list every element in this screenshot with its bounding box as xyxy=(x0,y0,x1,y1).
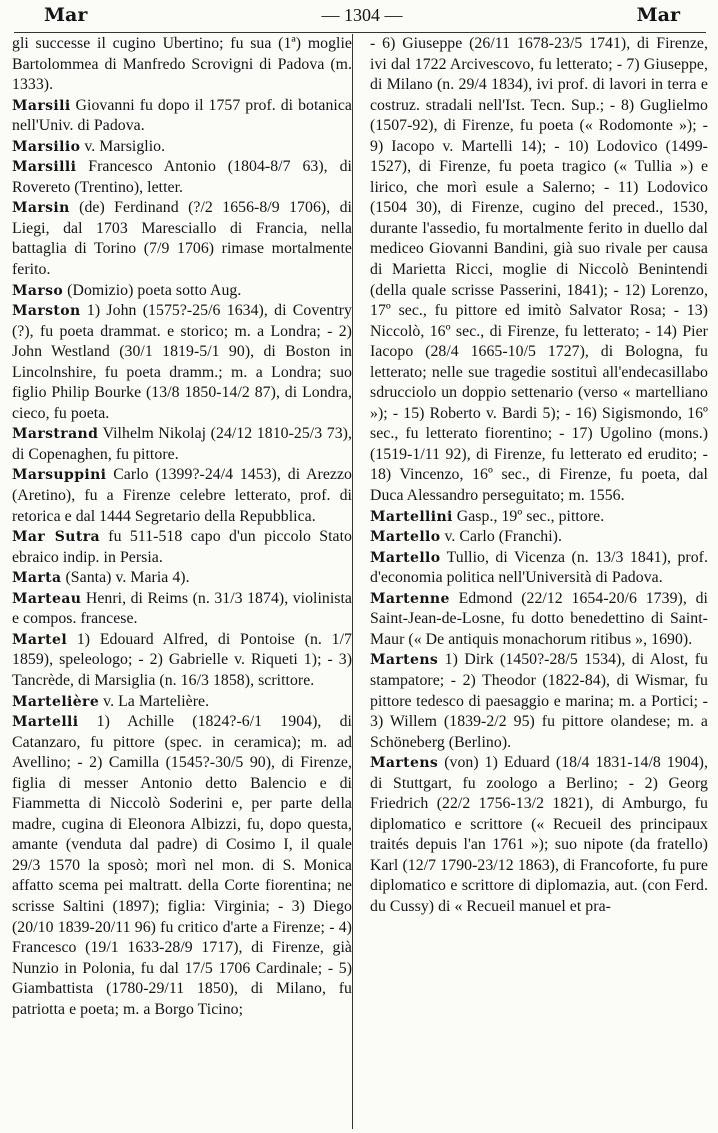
header-left-word: Mar xyxy=(44,4,88,26)
dictionary-entry xyxy=(12,465,352,527)
entry-text: v. Carlo (Franchi). xyxy=(440,528,562,546)
entry-headword: Marsili xyxy=(12,97,71,114)
dictionary-entry xyxy=(12,198,352,280)
header-rule xyxy=(14,32,706,33)
entry-text: Edmond (22/12 1654-20/6 1739), di Saint-Jean-de-Losne, fu dotto benedettino di Saint-Maur (« De antiquis monachorum ritibus », 1690). xyxy=(370,589,708,648)
entry-headword: Martenne xyxy=(370,590,450,607)
entry-text: Vilhelm Nikolaj (24/12 1810-25/3 73), di Copenaghen, fu pittore. xyxy=(12,425,352,463)
dictionary-entry xyxy=(12,137,352,158)
entry-headword: Martellini xyxy=(370,508,453,525)
entry-text: Francesco Antonio (1804-8/7 63), di Rovereto (Trentino), letter. xyxy=(12,158,352,196)
left-column xyxy=(12,34,360,1133)
entry-text: Gasp., 19º sec., pittore. xyxy=(452,507,605,525)
entry-headword: Marsilio xyxy=(12,138,81,155)
entry-text: Tullio, di Vicenza (n. 13/3 1841), prof. d'economia politica nell'Università di Padova. xyxy=(370,548,708,587)
dictionary-entry xyxy=(12,281,352,302)
dictionary-entry xyxy=(12,712,352,1020)
entry-headword: Marso xyxy=(12,282,64,299)
entry-headword: Marston xyxy=(12,303,81,320)
entry-headword: Marsuppini xyxy=(12,467,107,484)
entry-headword: Martello xyxy=(370,549,441,566)
entry-text: (von) 1) Eduard (18/4 1831-14/8 1904), di Stuttgart, fu zoologo a Berlino; - 2) Georg Friedrich (22/2 1756-13/2 1821), di Amburgo, fu diplomatico e scrittore (« Recueil des principaux traités depuis l'an 1761 »); suo nipote (da fratello) Karl (12/7 1790-23/12 1863), di Francoforte, fu pure diplomatico e scrittore di diplomazia, aut. (con Ferd. du Cussy) di « Recueil manuel et pra- xyxy=(370,754,708,915)
entry-text: 1) John (1575?-25/6 1634), di Coventry (?), fu poeta drammat. e storico; m. a Londra; - 2) John Westland (30/1 1819-5/1 90), di Boston in Lincolnshire, fu poeta dramm.; m. a Londra; suo figlio Philip Bourke (13/8 1850-14/2 87), di Londra, cieco, fu poeta. xyxy=(12,302,352,422)
header-right-word: Mar xyxy=(636,4,680,26)
entry-headword: Martens xyxy=(370,652,439,669)
entry-text: 1) Dirk (1450?-28/5 1534), di Alost, fu stampatore; - 2) Theodor (1822-84), di Wismar, fu pittore tedesco di paesaggio e marina; m. a Portici; - 3) Willem (1839-2/2 95) fu pittore olandese; m. a Schöneberg (Berlino). xyxy=(370,651,708,751)
dictionary-entry xyxy=(370,507,708,528)
entry-text: (Santa) v. Maria 4). xyxy=(61,569,190,587)
entry-text: v. Marsiglio. xyxy=(80,137,166,155)
dictionary-entry xyxy=(12,96,352,137)
entry-headword: Marstrand xyxy=(12,426,99,443)
dictionary-entry xyxy=(370,548,708,589)
entry-headword: Marsilli xyxy=(12,159,77,176)
entry-headword: Marteau xyxy=(12,590,82,607)
entry-headword: Marta xyxy=(12,570,62,587)
entry-headword: Martens xyxy=(370,755,439,772)
dictionary-entry xyxy=(370,589,708,651)
dictionary-entry xyxy=(370,650,708,753)
dictionary-entry xyxy=(12,34,352,96)
entry-headword: Marsin xyxy=(12,200,70,217)
dictionary-entry xyxy=(12,630,352,692)
entry-text: Carlo (1399?-24/4 1453), di Arezzo (Aretino), fu a Firenze celebre letterato, prof. di retorica e dal 1444 Segretario della Repubblica. xyxy=(12,466,352,525)
dictionary-entry xyxy=(370,527,708,548)
entry-text: fu 511-518 capo d'un piccolo Stato ebraico indip. in Persia. xyxy=(12,528,353,566)
entry-text: 1) Edouard Alfred, di Pontoise (n. 1/7 1859), speleologo; - 2) Gabrielle v. Riqueti 1); - 3) Tancrède, di Marsiglia (n. 16/3 1858), scrittore. xyxy=(12,630,352,689)
right-column xyxy=(360,34,708,1133)
entry-text: 1) Achille (1824?-6/1 1904), di Catanzaro, fu pittore (spec. in ceramica); m. ad Avellino; - 2) Camilla (1545?-30/5 90), di Firenze, figlia di messer Antonio detto Balencio e di Fiammetta di Niccolò Soderini e, per parte della madre, cugina di Eleonora Albizzi, fu, dopo questa, amante (venduta dal padre) di Cosimo I, il quale 29/3 1570 la sposò; morì nel mon. di S. Monica affatto scema pei maltratt. della Corte fiorentina; ne scrisse Saltini (1897); figlia: Virginia; - 3) Diego (20/10 1839-20/11 96) fu critico d'arte a Firenze; - 4) Francesco (19/1 1633-28/9 1717), di Firenze, già Nunzio in Polonia, fu dal 17/5 1706 Cardinale; - 5) Giambattista (1780-29/11 1850), di Milano, fu patriotta e poeta; m. a Borgo Ticino; xyxy=(12,713,352,1018)
dictionary-entry xyxy=(370,753,708,917)
entry-text: (de) Ferdinand (?/2 1656-8/9 1706), di Liegi, dal 1703 Maresciallo di Francia, nella battaglia di Torino (7/9 1706) rimase mortalmente ferito. xyxy=(12,199,352,279)
entry-headword: Martelli xyxy=(12,714,79,731)
dictionary-entry xyxy=(12,301,352,424)
entry-headword: Martel xyxy=(12,631,68,648)
page-number: — 1304 — xyxy=(321,5,403,25)
dictionary-entry xyxy=(12,157,352,198)
entry-text: Henri, di Reims (n. 31/3 1874), violinista e compos. francese. xyxy=(12,589,352,628)
entry-text: (Domizio) poeta sotto Aug. xyxy=(63,281,242,299)
entry-text: Giovanni fu dopo il 1757 prof. di botanica nell'Univ. di Padova. xyxy=(12,96,352,135)
dictionary-entry xyxy=(12,692,352,713)
dictionary-entry xyxy=(370,34,708,507)
page-header xyxy=(10,4,710,34)
dictionary-entry xyxy=(12,424,352,465)
columns xyxy=(12,34,708,1133)
dictionary-entry xyxy=(12,589,352,630)
entry-headword: Mar Sutra xyxy=(12,529,100,546)
entry-text: v. La Martelière. xyxy=(99,692,210,710)
dictionary-entry xyxy=(12,527,352,568)
dictionary-entry xyxy=(12,568,352,589)
entry-headword: Martello xyxy=(370,529,441,546)
entry-text: gli successe il cugino Ubertino; fu sua (1ª) moglie Bartolommea di Manfredo Scrovigni di Padova (m. 1333). xyxy=(12,35,352,94)
entry-text: - 6) Giuseppe (26/11 1678-23/5 1741), di Firenze, ivi dal 1722 Arcivescovo, fu letterato; - 7) Giuseppe, di Milano (n. 29/4 1834), ivi prof. di lavori in terra e costruz. stradali nell'Ist. Tecn. Sup.; - 8) Guglielmo (1507-92), di Firenze, fu poeta (« Rodomonte »); - 9) Iacopo v. Martelli 14); - 10) Lodovico (1499-1527), di Firenze, fu poeta tragico (« Tullia ») e lirico, che morì esule a Salerno; - 11) Lodovico (1504 30), di Firenze, cugino del preced., 1530, durante l'assedio, fu mortalmente ferito in duello dal mediceo Giovanni Bandini, già suo rivale per causa di Marietta Ricci, moglie di Niccolò Benintendi (della quale scrisse Passerini, 1841); - 12) Lorenzo, 17º sec., fu pittore ed imitò Salvator Rosa; - 13) Niccolò, 16º sec., di Firenze, fu letterato; - 14) Pier Iacopo (28/4 1665-10/5 1727), di Bologna, fu letterato; nelle sue tragedie sostituì all'endecasillabo sdrucciolo un doppio settenario (verso « martelliano »); - 15) Roberto v. Bardi 5); - 16) Sigismondo, 16º sec., fu letterato fiorentino; - 17) Ugolino (mons.) (1519-1/11 92), di Firenze, fu letterato ed erudito; - 18) Vincenzo, 16º sec., di Firenze, fu poeta, dal Duca Alessandro perseguitato; m. 1556. xyxy=(370,35,708,505)
entry-headword: Martelière xyxy=(12,693,100,710)
